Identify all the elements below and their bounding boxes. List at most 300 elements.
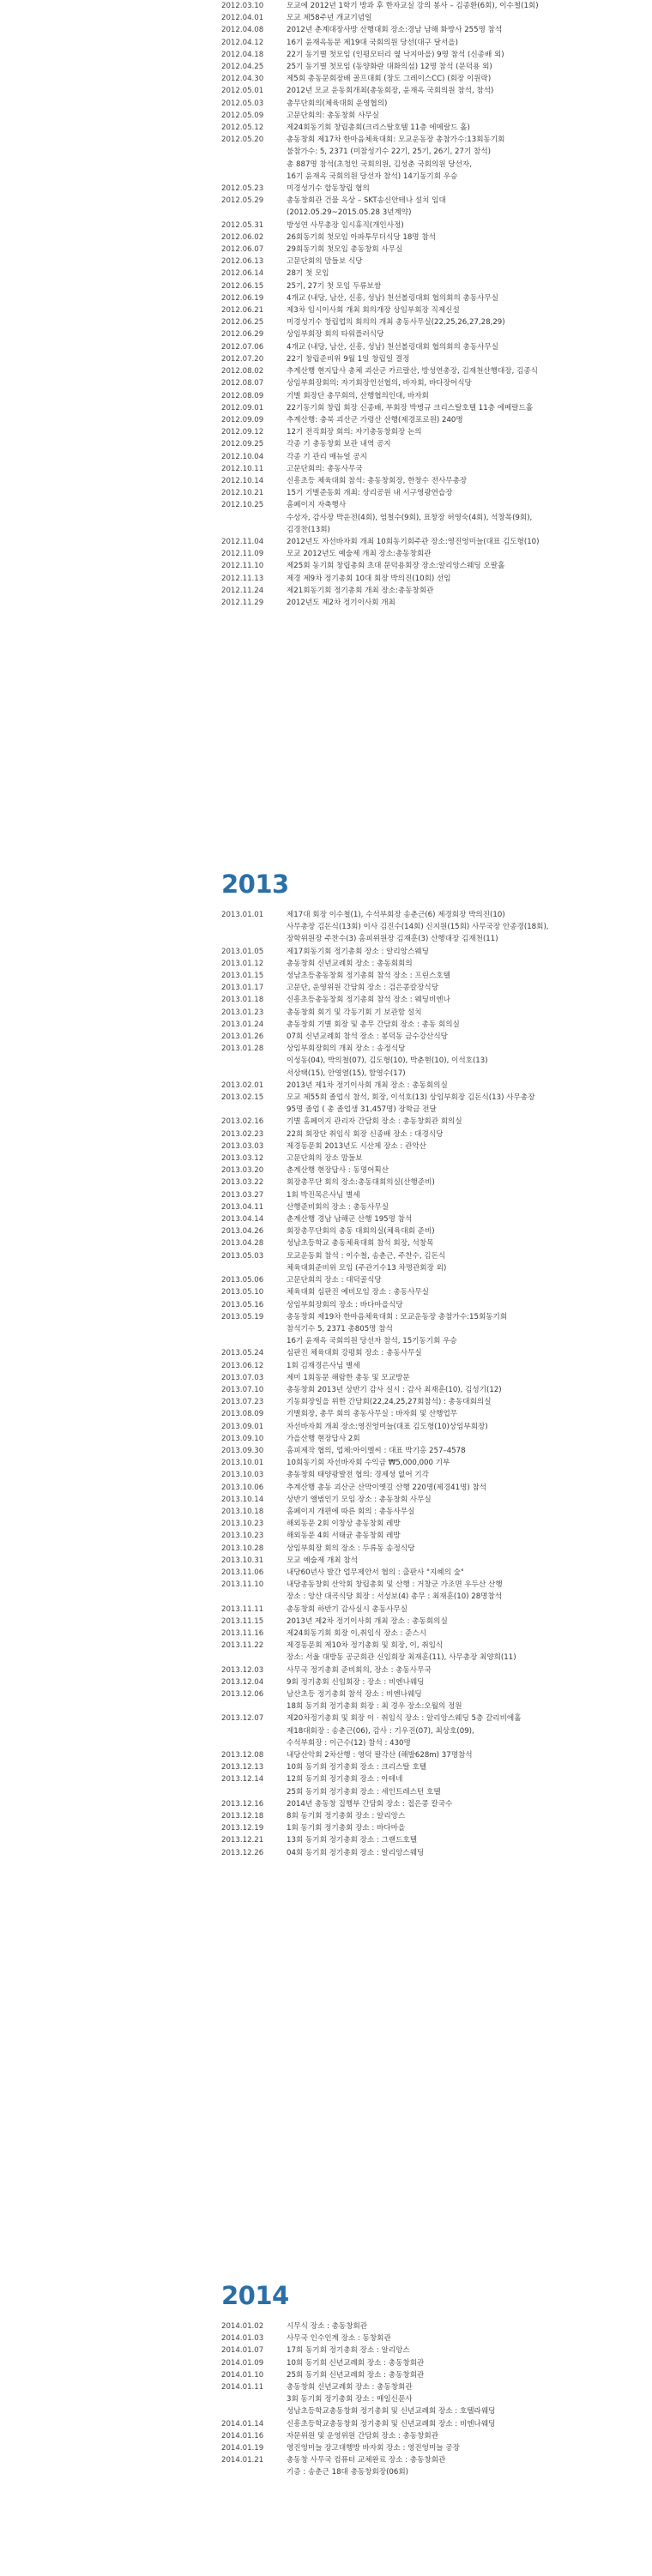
timeline-entry xyxy=(221,1384,650,1396)
entry-description-line: 장학위원장 주찬수(3) 홈피위원장 김재훈(3) 산행대장 김재천(11) xyxy=(287,935,498,944)
timeline-entry xyxy=(221,1604,650,1616)
entry-description xyxy=(287,1019,650,1031)
timeline-entry xyxy=(221,1421,650,1433)
entry-description-line: 28기 첫 모임 xyxy=(287,269,329,279)
entry-description xyxy=(287,1688,650,1712)
entry-description xyxy=(287,1031,650,1043)
entry-description xyxy=(287,2442,650,2454)
entry-date: 2013.03.22 xyxy=(221,1178,264,1188)
entry-description-line: 총동창회 태양광발전 협의: 경제성 없어 기각 xyxy=(287,1471,429,1480)
entry-description-line: 고문단회의 맘들보 식당 xyxy=(287,257,363,267)
entry-date: 2012.11.13 xyxy=(221,574,264,583)
entry-description xyxy=(287,946,650,958)
entry-description-line: 2014년 총동창 집행부 간담회 장소 : 접은콩 칼국수 xyxy=(287,1799,453,1809)
entry-description-line: 홈페이지 개편에 따른 회의 : 총동사무실 xyxy=(287,1507,415,1516)
timeline-entry xyxy=(221,2357,650,2369)
entry-description-line: 총동창회 제17차 한마음체육대회: 모교운동장 총참가수:13회동기회 xyxy=(287,135,505,145)
entry-description-line: 홈피제작 협의, 업체:아이엘씨 : 대표 박기홍 257–4578 xyxy=(287,1446,466,1455)
entry-description xyxy=(287,1530,650,1542)
entry-description-line: 총무단회의(체육대회 운영협의) xyxy=(287,99,388,108)
entry-description-line: 총동창회 하반기 감사실시 총동사무실 xyxy=(287,1604,408,1614)
timeline-entry xyxy=(221,1494,650,1506)
timeline-entry xyxy=(221,85,650,97)
entry-description xyxy=(287,353,650,365)
entry-date: 2012.08.02 xyxy=(221,367,264,376)
timeline-entry xyxy=(221,1347,650,1359)
entry-description-line: 추계산행 총동 괴산군 산막이옛길 산행 220명(제경41명) 참석 xyxy=(287,1483,487,1492)
timeline-entry xyxy=(221,573,650,585)
entry-description xyxy=(287,1712,650,1749)
entry-date: 2014.01.09 xyxy=(221,2358,264,2368)
entry-description-line: 16기 윤재옥동문 제19대 국회의원 당선(대구 달서을) xyxy=(287,38,458,47)
entry-description-line: 총동창회 신년교례회 장소 : 총동회회의 xyxy=(287,959,413,968)
entry-date: 2012.04.30 xyxy=(221,75,264,84)
timeline-entry xyxy=(221,585,650,597)
entry-description xyxy=(287,1225,650,1237)
entry-date: 2014.01.03 xyxy=(221,2334,264,2344)
entry-date: 2014.01.07 xyxy=(221,2346,264,2356)
entry-description xyxy=(287,1043,650,1080)
timeline-entry xyxy=(221,597,650,609)
entry-date: 2013.04.11 xyxy=(221,1202,264,1212)
entry-date: 2013.11.22 xyxy=(221,1641,264,1651)
entry-description-line: 서상택(15), 안영열(15), 함영수(17) xyxy=(287,1068,406,1078)
timeline-entry xyxy=(221,24,650,36)
entry-date: 2014.01.11 xyxy=(221,2383,264,2392)
entry-date: 2013.01.15 xyxy=(221,972,264,981)
timeline-entry xyxy=(221,1798,650,1810)
entry-date: 2013.05.16 xyxy=(221,1300,264,1309)
timeline-entry xyxy=(221,1007,650,1019)
entry-description xyxy=(287,1616,650,1628)
entry-description-line: 총동창회 제19차 한마음체육대회 : 모교운동장 총참가수:15회동기회 xyxy=(287,1312,508,1321)
entry-date: 2012.09.01 xyxy=(221,403,264,412)
entry-description-line: 기별 회장단 총무회의, 산행협의인대, 바자회 xyxy=(287,391,429,400)
entry-date: 2013.10.23 xyxy=(221,1520,264,1529)
entry-description-line: 기증 : 송춘근 18대 총동창회장(06회) xyxy=(287,2468,409,2477)
entry-date: 2013.10.23 xyxy=(221,1532,264,1541)
entry-date: 2013.10.31 xyxy=(221,1556,264,1565)
entry-description-line: 제경동문회 제10차 정기총회 및 회장, 이, 취임식 xyxy=(287,1641,444,1651)
entry-description-line: 2013년 제1차 정기이사회 개최 장소 : 총동회의실 xyxy=(287,1080,448,1090)
entry-description xyxy=(287,1604,650,1616)
entry-description-line: 회장총무단회의 총동 대회의실(체육대회 준비) xyxy=(287,1227,435,1237)
entry-date: 2013.05.19 xyxy=(221,1312,264,1321)
entry-date: 2014.01.19 xyxy=(221,2444,264,2453)
entry-description xyxy=(287,1518,650,1530)
entry-description-line: 모교운동회 참석 : 이수철, 송춘근, 주찬수, 김돈식 xyxy=(287,1251,446,1261)
entry-description-line: 총동창 사무국 컴퓨터 교체완료 장소 : 총동창회관 xyxy=(287,2456,446,2465)
timeline-entry xyxy=(221,1616,650,1628)
entry-description-line: 수상자, 감사장 박운전(4회), 엄철수(9회), 표창장 허영숙(4회), 석창목(9회), xyxy=(287,513,533,522)
entry-description-line: 각종 기 관리 매뉴얼 공지 xyxy=(287,452,367,461)
entry-date: 2013.07.23 xyxy=(221,1398,264,1407)
timeline-entry xyxy=(221,365,650,377)
timeline-entry xyxy=(221,220,650,232)
entry-description-line: 제경동문회 2013년도 시산제 장소 : 관악산 xyxy=(287,1141,426,1151)
entry-description-line: 시무식 장소 : 총동창회관 xyxy=(287,2322,368,2331)
timeline-entry xyxy=(221,1299,650,1311)
entry-description xyxy=(287,1116,650,1128)
entry-description-line: 2013년 제2차 정기이사회 개최 장소 : 총동회의실 xyxy=(287,1616,448,1626)
entry-description xyxy=(287,1822,650,1834)
entry-description-line: 성남초등학교 총동체육대회 참석 회장, 석창목 xyxy=(287,1239,434,1249)
entry-description xyxy=(287,970,650,982)
entry-description-line: 고문단회의: 총동창회 사무실 xyxy=(287,111,379,120)
entry-description xyxy=(287,304,650,316)
entry-date: 2013.12.16 xyxy=(221,1799,264,1809)
entry-description-line: 각종 기 총동창회 보관 내역 공지 xyxy=(287,440,391,449)
entry-date: 2013.11.06 xyxy=(221,1568,264,1577)
entry-description-line: 상임부회장 회의 장소 : 두류동 송정식당 xyxy=(287,1544,415,1553)
entry-date: 2012.04.18 xyxy=(221,50,264,59)
entry-description-line: 총동창회 2013년 상반기 감사 실시 : 감사 최재훈(10), 김성기(12) xyxy=(287,1385,502,1394)
entry-description xyxy=(287,585,650,597)
entry-description xyxy=(287,341,650,353)
timeline-entry xyxy=(221,499,650,536)
timeline-entry xyxy=(221,1408,650,1420)
entry-description-line: 2012년 모교 운동회개최(총동회장, 윤재옥 국회의원 참석, 참석) xyxy=(287,87,494,96)
timeline-entry xyxy=(221,1712,650,1749)
entry-date: 2013.10.14 xyxy=(221,1495,264,1504)
timeline-entry xyxy=(221,377,650,389)
timeline-entry xyxy=(221,414,650,426)
entry-description-line: 1회 동기회 정기총회 장소 : 바다마을 xyxy=(287,1824,406,1833)
entry-description xyxy=(287,1676,650,1688)
timeline-entry xyxy=(221,1250,650,1274)
entry-date: 2013.04.28 xyxy=(221,1239,264,1249)
entry-description xyxy=(287,110,650,122)
entry-description xyxy=(287,548,650,560)
timeline-entry xyxy=(221,982,650,994)
entry-description xyxy=(287,365,650,377)
timeline-entry xyxy=(221,438,650,450)
timeline-entry xyxy=(221,1031,650,1043)
entry-date: 2012.07.06 xyxy=(221,342,264,352)
entry-description-line: 2012년 춘계대장사방 산행대회 장소:경남 남해 화방사 255명 참석 xyxy=(287,26,503,35)
entry-description xyxy=(287,1007,650,1019)
entry-date: 2012.04.12 xyxy=(221,38,264,47)
entry-description-line: 제경 제9차 정기총회 10대 회장 박의진(10회) 선임 xyxy=(287,574,451,583)
entry-date: 2013.11.15 xyxy=(221,1616,264,1626)
entry-description-line: 18회 동기회 정기총회 회장 : 최 경우 장소:오월의 정원 xyxy=(287,1702,462,1712)
entry-description-line: 4개교 (내당, 남산, 신흥, 성남) 천선볼링대회 협의회의 총동사무실 xyxy=(287,293,499,303)
entry-description-line: 내당60년사 발간 업무제안서 협의 : 출판사 "지혜의 숲" xyxy=(287,1568,464,1577)
entry-date: 2012.03.10 xyxy=(221,2,264,10)
entry-description-line: 홈페이지 자축행사 xyxy=(287,501,347,510)
entry-date: 2013.05.24 xyxy=(221,1349,264,1358)
entry-description xyxy=(287,1810,650,1822)
entry-description xyxy=(287,280,650,292)
entry-description xyxy=(287,463,650,475)
entry-description-line: 모교 예술제 개최 참석 xyxy=(287,1556,358,1565)
timeline-entry xyxy=(221,1543,650,1555)
timeline-entry xyxy=(221,1834,650,1846)
timeline-entry xyxy=(221,1469,650,1481)
entry-date: 2012.08.07 xyxy=(221,379,264,388)
entry-date: 2012.11.29 xyxy=(221,598,264,607)
entry-description-line: 내당산악회 2차산행 : 영덕 팔각산 (해발628m) 37명참석 xyxy=(287,1751,473,1760)
entry-description-line: 해외동문 4회 서태균 총동창회 레방 xyxy=(287,1532,401,1541)
entry-description xyxy=(287,560,650,572)
entry-description xyxy=(287,1201,650,1213)
entry-date: 2012.06.25 xyxy=(221,318,264,328)
entry-description-line: 12회 동기회 정기총회 장소 : 아테네 xyxy=(287,1775,403,1785)
entry-description xyxy=(287,1165,650,1177)
timeline-entry xyxy=(221,1165,650,1177)
timeline-entry xyxy=(221,1676,650,1688)
timeline-entry xyxy=(221,1773,650,1797)
entry-description-line: 상임부회장 회의 타워플러식당 xyxy=(287,330,384,340)
entry-description-line: 사무총장 김돈식(13회) 이사 김진수(14회) 신지원(15회) 사무국장 안종경(18회), xyxy=(287,923,549,932)
entry-description-line: 모교 제58주년 개교기념일 xyxy=(287,14,372,23)
timeline-entry xyxy=(221,1810,650,1822)
entry-description xyxy=(287,2381,650,2418)
entry-description xyxy=(287,328,650,340)
entry-description xyxy=(287,244,650,256)
entry-description-line: 제20차정기총회 및 회장 이 · 취임식 장소 : 알리앙스웨딩 5층 갈리비에홀 xyxy=(287,1714,522,1724)
entry-description-line: 모교에 2012년 1학기 방과 후 한자교실 강의 봉사 – 김종환(6회), 이수철(1회) xyxy=(287,2,539,10)
entry-description-line: 미경성기수 합동창립 협의 xyxy=(287,184,370,194)
entry-description xyxy=(287,1372,650,1384)
entry-description xyxy=(287,1421,650,1433)
entry-date: 2013.05.06 xyxy=(221,1276,264,1285)
entry-description-line: 상임부회장회의 장소 : 바다마을식당 xyxy=(287,1300,403,1309)
timeline-entry xyxy=(221,2418,650,2430)
entry-description xyxy=(287,2320,650,2332)
entry-description xyxy=(287,232,650,244)
entry-description-line: 사무국 정기총회 준비회의, 장소 : 총동사무국 xyxy=(287,1665,432,1675)
entry-description-line: 미경성기수 창립업의 회의의 개최 총동사무실(22,25,26,27,28,29) xyxy=(287,318,505,328)
entry-date: 2012.05.31 xyxy=(221,220,264,230)
timeline-entry xyxy=(221,268,650,280)
entry-description xyxy=(287,12,650,24)
timeline-entry xyxy=(221,390,650,402)
entry-date: 2013.02.15 xyxy=(221,1093,264,1103)
entry-date: 2013.01.05 xyxy=(221,947,264,956)
entry-date: 2013.10.01 xyxy=(221,1459,264,1468)
entry-description xyxy=(287,994,650,1006)
entry-description-line: 제18대회장 : 송춘근(06), 감사 : 기우진(07), 최상호(09), xyxy=(287,1726,474,1736)
entry-description-line: 남산초등 정기총회 참석 장소 : 비엔나웨딩 xyxy=(287,1690,422,1699)
entry-description-line: 제17대 회장 이수철(1), 수석부회장 송춘근(6) 제경회장 박의진(10) xyxy=(287,911,505,919)
entry-description xyxy=(287,2357,650,2369)
entry-description-line: 신흥초등총동창회 정기총회 참석 장소 : 웨딩비엔나 xyxy=(287,996,450,1005)
entry-description xyxy=(287,1237,650,1249)
entry-date: 2013.12.04 xyxy=(221,1677,264,1687)
entry-date: 2012.05.03 xyxy=(221,99,264,108)
timeline-entry xyxy=(221,970,650,982)
entry-date: 2012.05.20 xyxy=(221,135,264,145)
entry-description-line: 영진엉미늘 장고대행방 바자회 장소 : 영진엉미늘 공장 xyxy=(287,2444,460,2453)
entry-description-line: 심판진 체육대회 강평회 장소 : 총동사무실 xyxy=(287,1349,422,1358)
entry-description xyxy=(287,1433,650,1445)
timeline-entry xyxy=(221,1360,650,1372)
entry-description xyxy=(287,49,650,61)
entry-description xyxy=(287,414,650,426)
timeline-entry xyxy=(221,2381,650,2418)
entry-date: 2013.12.14 xyxy=(221,1775,264,1785)
entry-description-line: 22기동기회 창립 회장 신종배, 부회장 박병규 크리스탈호텔 11층 에메랄드홀 xyxy=(287,403,534,412)
timeline-entry xyxy=(221,487,650,499)
entry-description-line: (2012.05.29~2015.05.28 3년계약) xyxy=(287,208,412,218)
entry-description xyxy=(287,982,650,994)
entry-description xyxy=(287,475,650,487)
entry-description-line: 이성동(04), 박의철(07), 김도형(10), 박춘현(10), 이석호(13) xyxy=(287,1056,488,1066)
timeline-entry xyxy=(221,2454,650,2478)
entry-description-line: 추계산행 현지답사 총체 괴산군 카르랄산, 방성연총장, 김재천산행대장, 김종식 xyxy=(287,367,538,376)
entry-description-line: 4개교 (내당, 남산, 신흥, 성남) 천선볼링대회 협의회의 총동사무실 xyxy=(287,342,499,352)
timeline-entry xyxy=(221,110,650,122)
entry-date: 2014.01.02 xyxy=(221,2322,264,2331)
entry-description-line: 가을산행 현장답사 2회 xyxy=(287,1434,360,1443)
entry-description xyxy=(287,2430,650,2442)
timeline-entry xyxy=(221,1482,650,1494)
entry-description-line: 고문단회의 장소 : 대덕골식당 xyxy=(287,1276,382,1285)
entry-description-line: 기별회장, 총무 회의 총동사무실 : 바자회 및 산행업무 xyxy=(287,1410,458,1419)
entry-description-line: 총동창회 기별 회장 및 총무 간담회 장소 : 총동 회의실 xyxy=(287,1020,460,1029)
timeline-entry xyxy=(221,1274,650,1286)
entry-description xyxy=(287,909,650,946)
timeline-entry xyxy=(221,536,650,548)
entry-description xyxy=(287,390,650,402)
entry-date: 2012.04.25 xyxy=(221,63,264,72)
timeline-entry xyxy=(221,1225,650,1237)
timeline-entry xyxy=(221,49,650,61)
timeline-entry xyxy=(221,946,650,958)
entry-description xyxy=(287,256,650,268)
timeline-entry xyxy=(221,256,650,268)
entry-description xyxy=(287,122,650,134)
timeline-entry xyxy=(221,1433,650,1445)
entry-date: 2012.10.14 xyxy=(221,476,264,485)
timeline-entry xyxy=(221,1761,650,1773)
entry-description-line: 장소 : 앙산 대곡식당 회장 : 서성보(4) 총무 : 최재훈(10) 28명참석 xyxy=(287,1592,503,1602)
entry-description-line: 방성연 사무총장 임시휴직(개인사정) xyxy=(287,220,404,230)
timeline-entry xyxy=(221,909,650,946)
entry-date: 2013.09.01 xyxy=(221,1422,264,1431)
entry-description-line: 기동회장일을 위한 간담회(22,24,25,27회참석) : 총동대회의실 xyxy=(287,1398,492,1407)
entry-description xyxy=(287,438,650,450)
entry-date: 2013.12.06 xyxy=(221,1690,264,1699)
timeline-entry xyxy=(221,1567,650,1579)
timeline-entry xyxy=(221,195,650,219)
entry-date: 2012.06.29 xyxy=(221,330,264,340)
entry-description xyxy=(287,1628,650,1640)
entry-description-line: 고문단, 운영위원 간담회 장소 : 검은콩칼장식당 xyxy=(287,984,439,993)
entry-description xyxy=(287,536,650,548)
timeline-entry xyxy=(221,475,650,487)
timeline-entry xyxy=(221,0,650,12)
entry-date: 2013.12.13 xyxy=(221,1763,264,1773)
entry-date: 2013.01.17 xyxy=(221,984,264,993)
entry-description-line: 제3차 임시이사회 개최 회의개장 상임부회장 직제신설 xyxy=(287,306,460,316)
entry-date: 2013.01.12 xyxy=(221,959,264,968)
entry-description-line: 1회 박진목은사님 별세 xyxy=(287,1190,360,1200)
entry-description-line: 25회 동기회 정기총회 장소 : 세인트레스턴 호텔 xyxy=(287,1787,441,1797)
entry-description xyxy=(287,1250,650,1274)
timeline-entry xyxy=(221,1822,650,1834)
entry-date: 2013.09.10 xyxy=(221,1434,264,1443)
entry-description xyxy=(287,2454,650,2478)
timeline-entry xyxy=(221,1372,650,1384)
entry-description xyxy=(287,451,650,463)
timeline-entry xyxy=(221,1457,650,1469)
section-2014-entries xyxy=(221,2320,650,2479)
entry-description xyxy=(287,1457,650,1469)
entry-date: 2013.02.23 xyxy=(221,1129,264,1139)
entry-description-line: 고문단회의: 총동사무국 xyxy=(287,464,363,473)
entry-description xyxy=(287,316,650,328)
entry-description-line: 체육대회 심판진 예비모임 장소 : 총동사무실 xyxy=(287,1288,429,1297)
entry-description xyxy=(287,426,650,438)
timeline-entry xyxy=(221,463,650,475)
entry-date: 2012.11.09 xyxy=(221,550,264,559)
entry-date: 2012.11.24 xyxy=(221,586,264,595)
entry-description xyxy=(287,402,650,414)
entry-description-line: 13회 동기회 정기총회 장소 : 그랜드호텔 xyxy=(287,1836,418,1845)
entry-description xyxy=(287,1469,650,1481)
entry-date: 2012.09.25 xyxy=(221,440,264,449)
entry-description-line: 수석부회장 : 이근수(12) 참석 : 430명 xyxy=(287,1738,411,1748)
entry-description xyxy=(287,61,650,73)
entry-date: 2013.08.09 xyxy=(221,1410,264,1419)
entry-description-line: 체육대회준비위 모임 (주관기수13 차명관회장 외) xyxy=(287,1263,447,1273)
entry-date: 2013.12.08 xyxy=(221,1751,264,1760)
entry-description xyxy=(287,1141,650,1153)
entry-description-line: 제24회동기회 창립총회(크리스탈호텔 11층 에메랄드 홀) xyxy=(287,123,470,133)
entry-description xyxy=(287,573,650,585)
entry-description-line: 총동창회관 건물 옥상 – SKT송신안테나 설치 임대 xyxy=(287,196,446,206)
entry-description xyxy=(287,1445,650,1457)
entry-description-line: 22회 회장단 취임식 회장 신종배 장소 : 대경식당 xyxy=(287,1129,444,1139)
timeline-entry xyxy=(221,1189,650,1201)
entry-date: 2013.10.18 xyxy=(221,1507,264,1516)
entry-description-line: 내당총동창회 산악회 창립총회 및 산행 : 거창군 가조면 우두산 산행 xyxy=(287,1580,503,1590)
entry-description xyxy=(287,98,650,110)
entry-description-line: 춘계산행 경남 남해군 산행 195명 참석 xyxy=(287,1215,413,1225)
timeline-entry xyxy=(221,1043,650,1080)
entry-description-line: 성남초등총동창회 정기총회 참석 장소 : 프린스호텔 xyxy=(287,972,450,981)
entry-date: 2012.06.07 xyxy=(221,245,264,255)
entry-description xyxy=(287,1567,650,1579)
timeline-entry xyxy=(221,183,650,195)
entry-date: 2012.06.15 xyxy=(221,281,264,291)
entry-description xyxy=(287,1749,650,1761)
entry-date: 2013.01.18 xyxy=(221,996,264,1005)
timeline-entry xyxy=(221,353,650,365)
timeline-entry xyxy=(221,1177,650,1189)
timeline-entry xyxy=(221,1237,650,1249)
entry-date: 2012.07.20 xyxy=(221,354,264,364)
entry-date: 2013.09.30 xyxy=(221,1446,264,1455)
entry-description-line: 12기 전직회장 회의: 자기총동창회장 논의 xyxy=(287,428,422,437)
timeline-entry xyxy=(221,2320,650,2332)
entry-description xyxy=(287,1189,650,1201)
entry-description-line: 참석기수 5, 2371 총805명 참석 xyxy=(287,1324,393,1333)
timeline-entry xyxy=(221,1092,650,1116)
entry-description xyxy=(287,268,650,280)
entry-description-line: 춘계산행 현장답사 : 동명어획산 xyxy=(287,1166,389,1176)
timeline-entry xyxy=(221,1628,650,1640)
timeline-entry xyxy=(221,1640,650,1664)
entry-description-line: 17회 동기회 정기총회 장소 : 알리앙스 xyxy=(287,2346,410,2356)
timeline-entry xyxy=(221,1153,650,1165)
entry-description-line: 해외동문 2회 이창상 총동창회 레방 xyxy=(287,1520,401,1529)
entry-description xyxy=(287,73,650,85)
entry-date: 2013.12.19 xyxy=(221,1824,264,1833)
entry-description xyxy=(287,134,650,183)
